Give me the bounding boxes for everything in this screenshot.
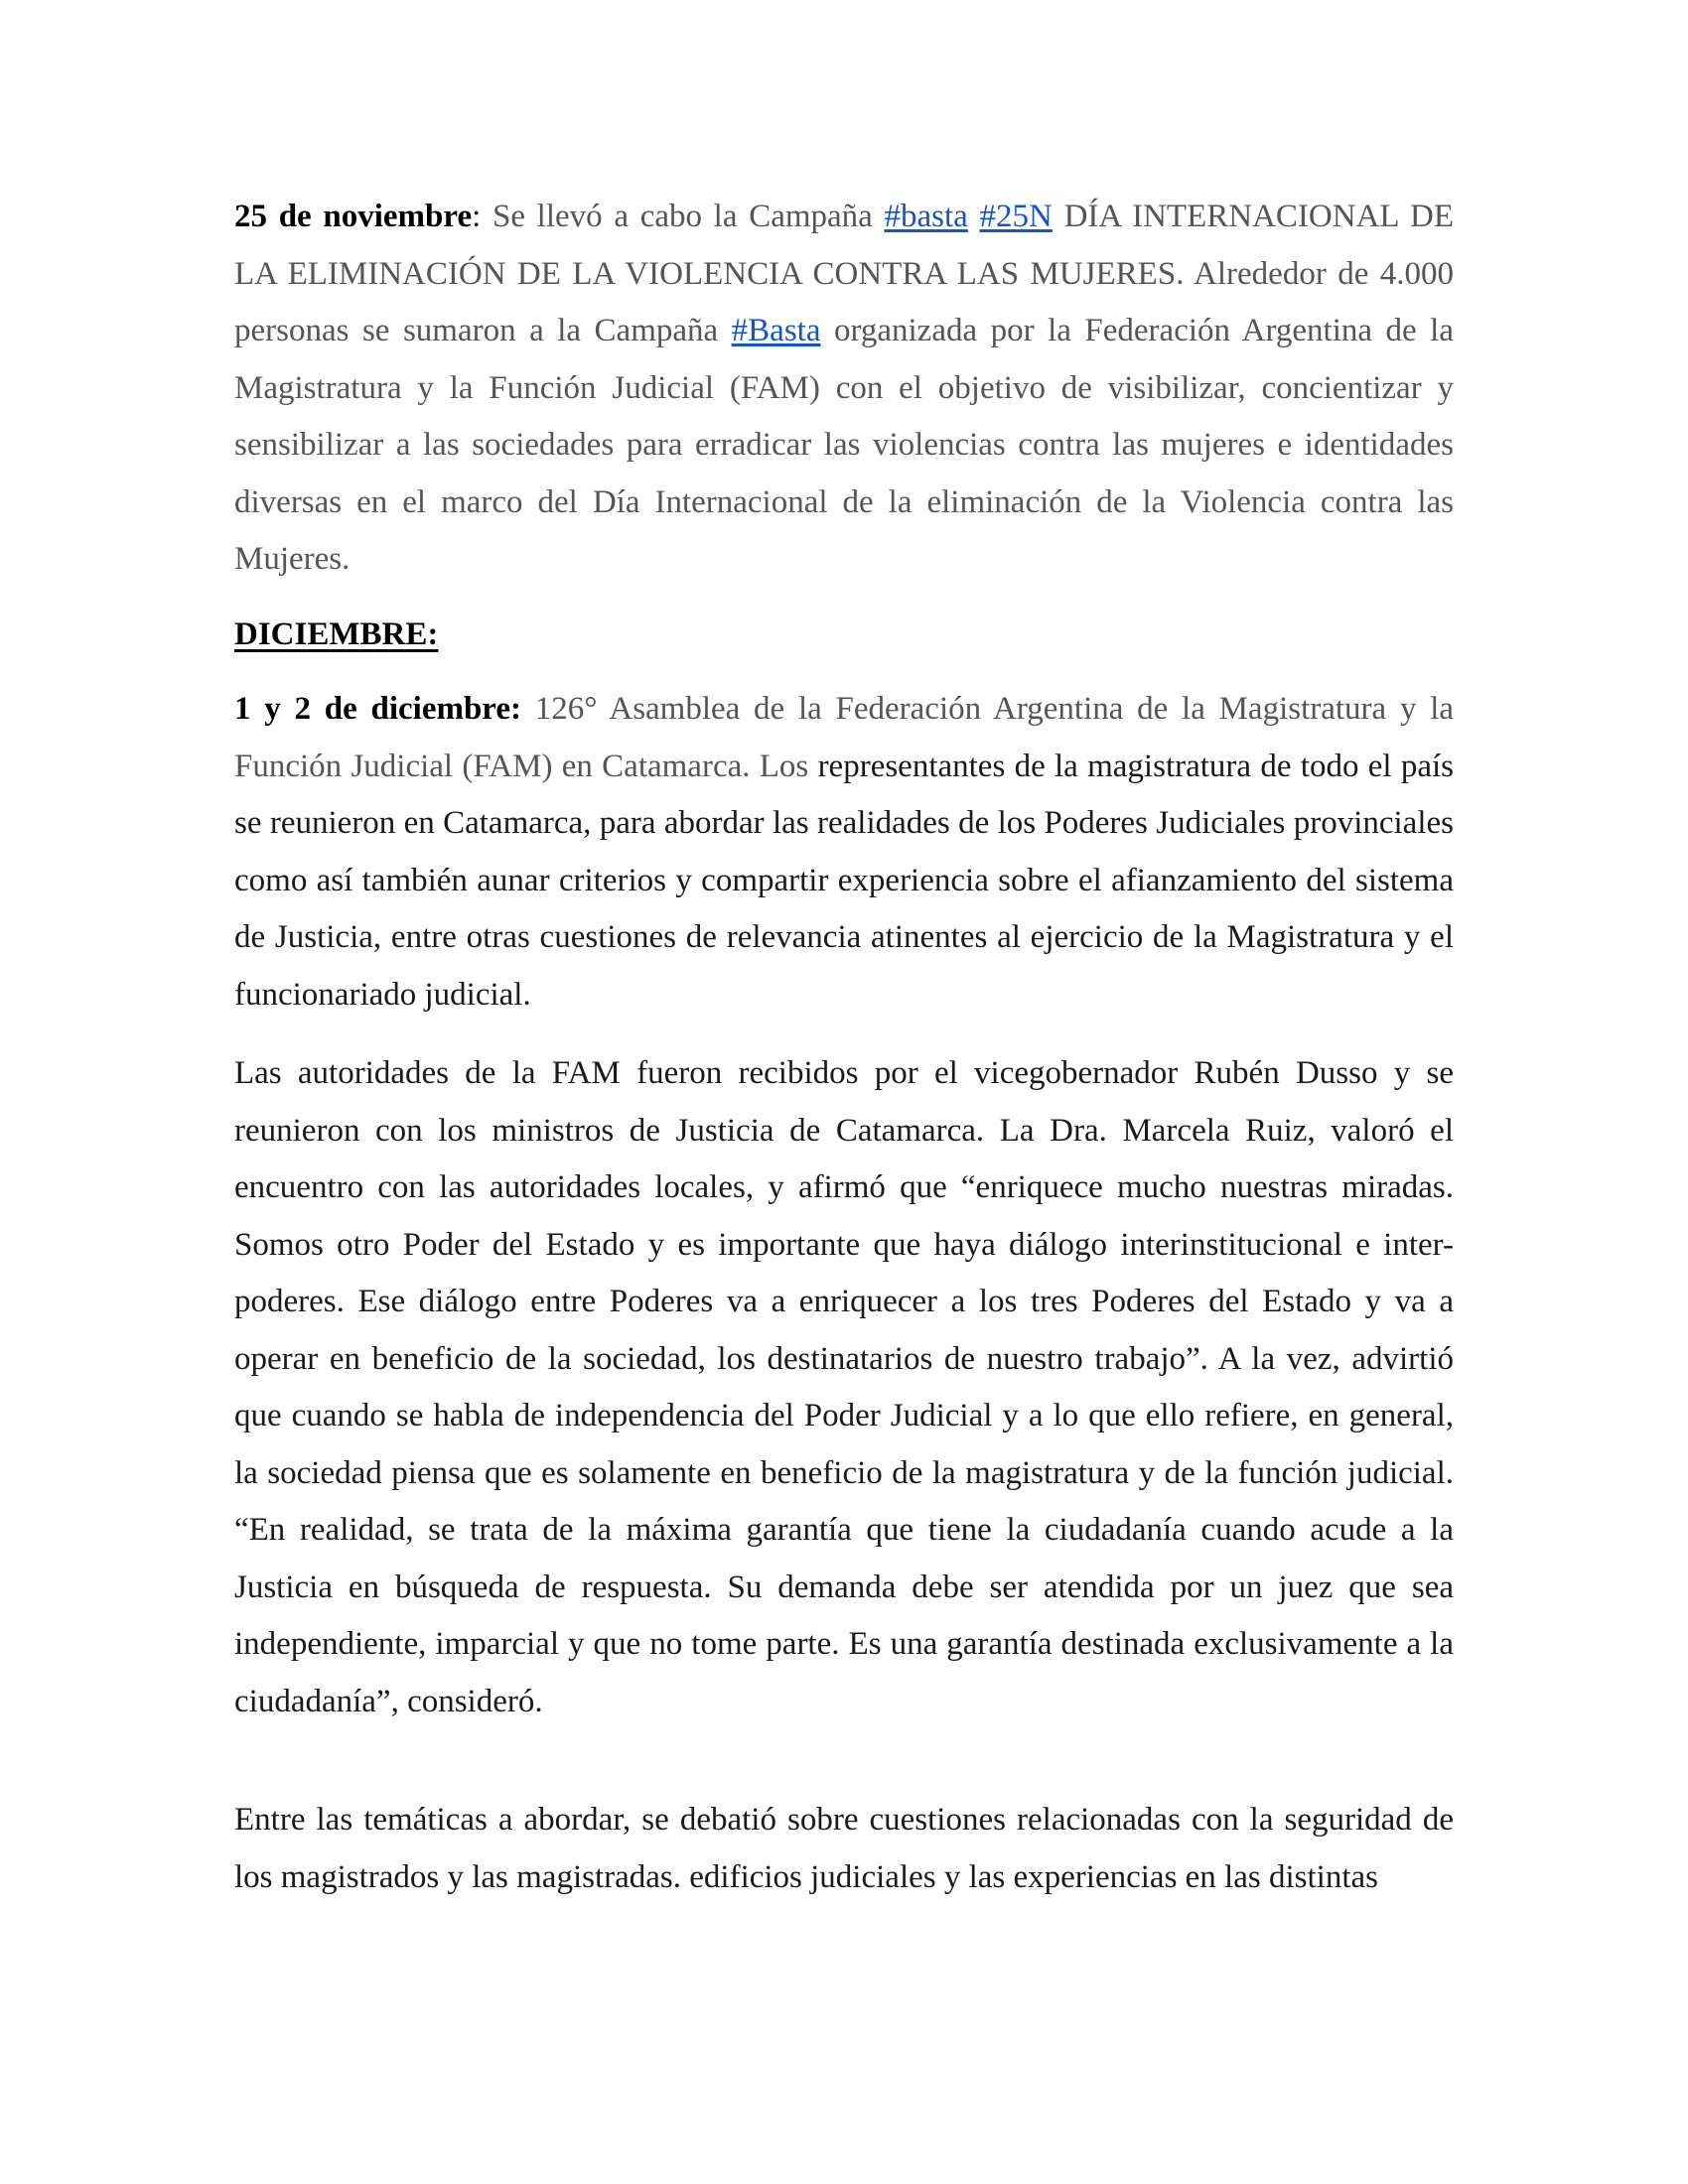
paragraph-1-2-diciembre [234,681,1454,1024]
date-colon: : [472,199,492,234]
dec1-text-1: 126° Asamblea de la Federación Argentina de la Magistratura y la Función Judicial (FAM) en Catamarca. Los [234,691,1455,784]
section-heading-diciembre: DICIEMBRE: [234,615,439,652]
nov-text-5: concientizar y sensibilizar a las sociedades para erradicar las violencias contra las mujeres e [234,369,1455,463]
nov-text-3: Alrededor de 4.000 personas se sumaron a la Campaña [234,255,1455,348]
hashtag-basta-link[interactable]: #basta [884,199,968,234]
date-1-2-diciembre: 1 y 2 de diciembre: [234,691,521,727]
paragraph-autoridades-fam: Las autoridades de la FAM fueron recibidos por el vicegobernador Rubén Dusso y se reunieron con los ministros de Justicia de Catamarca. La Dra. Marcela Ruiz, valoró el encuentro con las autoridades locales, y afirmó que “enriquece mucho nuestras miradas. Somos otro Poder del Estado y es importante que haya diálogo interinstitucional e inter-poderes. Ese diálogo entre Poderes va a enriquecer a los tres Poderes del Estado y va a operar en beneficio de la sociedad, los destinatarios de nuestro trabajo”. A la vez, advirtió que cuando se habla de independencia del Poder Judicial y a lo que ello refiere, en general, la sociedad piensa que es solamente en beneficio de la magistratura y de la función judicial. “En realidad, se trata de la máxima garantía que tiene la ciudadanía cuando acude a la Justicia en búsqueda de respuesta. Su demanda debe ser atendida por un juez que sea independiente, imparcial y que no tome parte. Es una garantía destinada exclusivamente a la ciudadanía”, consideró. [234,1055,1454,1719]
document-page [234,189,1454,1906]
paragraph-tematicas: Entre las temáticas a abordar, se debatió sobre cuestiones relacionadas con la seguridad de los magistrados y las magistradas. edificios judiciales y las experiencias en las distintas [234,1802,1454,1895]
date-25-noviembre: 25 de noviembre [234,199,473,234]
hashtag-25n-link[interactable]: #25N [979,199,1053,234]
paragraph-25-noviembre [234,189,1454,589]
dec1-text-2: representantes de la magistratura de todo el país se reunieron en Catamarca, para abordar las realidades de los Poderes Judiciales provinciales como así también aunar criterios y compartir experiencia sobre el afianzamiento del sistema de Justicia, entre otras cuestiones de relevancia atinentes al ejercicio de la Magistratura y el funcionariado judicial. [234,748,1454,1013]
hashtag-basta-capital-link[interactable]: #Basta [731,313,821,348]
nov-text-1: Se llevó a cabo la Campaña [492,199,885,234]
nov-text-6: identidades diversas en el marco del Día Internacional de la eliminación de la Violencia contra las Mujeres. [234,427,1454,577]
nov-text-2: DÍA INTERNACIONAL DE LA ELIMINACIÓN DE LA VIOLENCIA CONTRA LAS MUJERES. [234,199,1455,292]
nov-text-4: organizada por la Federación Argentina de la Magistratura y la Función Judicial (FAM) con el objetivo de visibilizar, [234,313,1454,406]
